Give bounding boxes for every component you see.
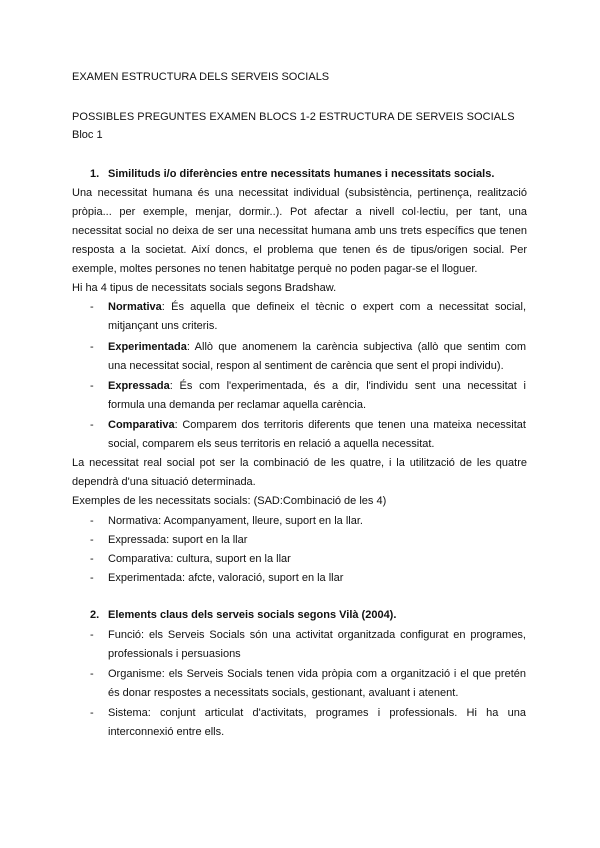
list-dash: - [90,301,94,313]
block-label: Bloc 1 [72,129,103,141]
type-term: Experimentada [108,341,187,353]
q2-item-line2: és donar respostes a necessitats socials, gestionant, avaluant i atenent. [108,687,459,699]
type-item-line2: social, comparem els seus territoris en relació a aquella necessitat. [108,438,435,450]
q1-combo-line: dependrà d'una situació determinada. [72,476,256,488]
example-item: Normativa: Acompanyament, lleure, suport en la llar. [108,515,363,527]
q2-item-line2: professionals i persuasions [108,648,241,660]
type-term: Normativa [108,301,162,313]
type-item-line1 [108,379,526,393]
example-item: Comparativa: cultura, suport en la llar [108,553,291,565]
q2-item-line1: Funció: els Serveis Socials són una activitat organitzada configurat en programes, [108,629,526,641]
list-dash: - [90,341,94,353]
q1-types-intro: Hi ha 4 tipus de necessitats socials segons Bradshaw. [72,282,337,294]
q1-heading: Similituds i/o diferències entre necessitats humanes i necessitats socials. [108,168,495,180]
document-title: EXAMEN ESTRUCTURA DELS SERVEIS SOCIALS [72,71,330,83]
q2-item-line1: Organisme: els Serveis Socials tenen vida pròpia com a organització i el que pretén [108,668,526,680]
q1-para-line: resposta a la societat. Així doncs, el problema que tenen és de tipus/origen social. Per [72,244,527,256]
type-item-line1 [108,300,526,314]
type-item-line1 [108,418,526,432]
list-dash: - [90,515,94,527]
q1-combo-line: La necessitat real social pot ser la combinació de les quatre, i la utilització de les quatre [72,457,527,469]
example-item: Expressada: suport en la llar [108,534,248,546]
q1-para-line: necessitat social no deixa de ser una necessitat humana amb uns trets específics que tenen [72,225,527,237]
type-term: Comparativa [108,419,175,431]
type-item-line2: mitjançant uns criteris. [108,320,218,332]
type-item-line1 [108,340,526,354]
list-dash: - [90,553,94,565]
list-dash: - [90,572,94,584]
type-term: Expressada [108,380,170,392]
q1-examples-intro: Exemples de les necessitats socials: (SAD:Combinació de les 4) [72,495,387,507]
list-dash: - [90,668,94,680]
list-dash: - [90,534,94,546]
list-dash: - [90,419,94,431]
q1-number: 1. [90,168,100,180]
q2-item-line2: interconnexió entre ells. [108,726,225,738]
document-subtitle: POSSIBLES PREGUNTES EXAMEN BLOCS 1-2 ESTRUCTURA DE SERVEIS SOCIALS [72,111,515,123]
q2-item-line1: Sistema: conjunt articulat d'activitats, programes i professionals. Hi ha una [108,707,526,719]
q1-para-line: exemple, moltes persones no tenen habitatge perquè no poden pagar-se el lloguer. [72,263,478,275]
type-item-line2: formula una demanda per reclamar aquella carència. [108,399,367,411]
example-item: Experimentada: afcte, valoració, suport en la llar [108,572,344,584]
type-desc: : És com l'experimentada, és a dir, l'individu sent una necessitat i [169,380,526,392]
list-dash: - [90,707,94,719]
q2-number: 2. [90,609,100,621]
list-dash: - [90,380,94,392]
type-desc: : És aquella que defineix el tècnic o expert com a necessitat social, [161,301,526,313]
list-dash: - [90,629,94,641]
type-desc: : Comparem dos territoris diferents que tenen una mateixa necessitat [174,419,526,431]
q1-para-line: pròpia... per exemple, menjar, dormir..). Pot afectar a nivell col·lectiu, per tant, una [72,206,527,218]
type-desc: : Allò que anomenem la carència subjectiva (allò que sentim com [186,341,526,353]
q2-heading: Elements claus dels serveis socials segons Vilà (2004). [108,609,397,621]
type-item-line2: una necessitat social, respon al sentiment de carència que sent el propi individu). [108,360,504,372]
q1-para-line: Una necessitat humana és una necessitat individual (subsistència, pertinença, realització [72,187,527,199]
